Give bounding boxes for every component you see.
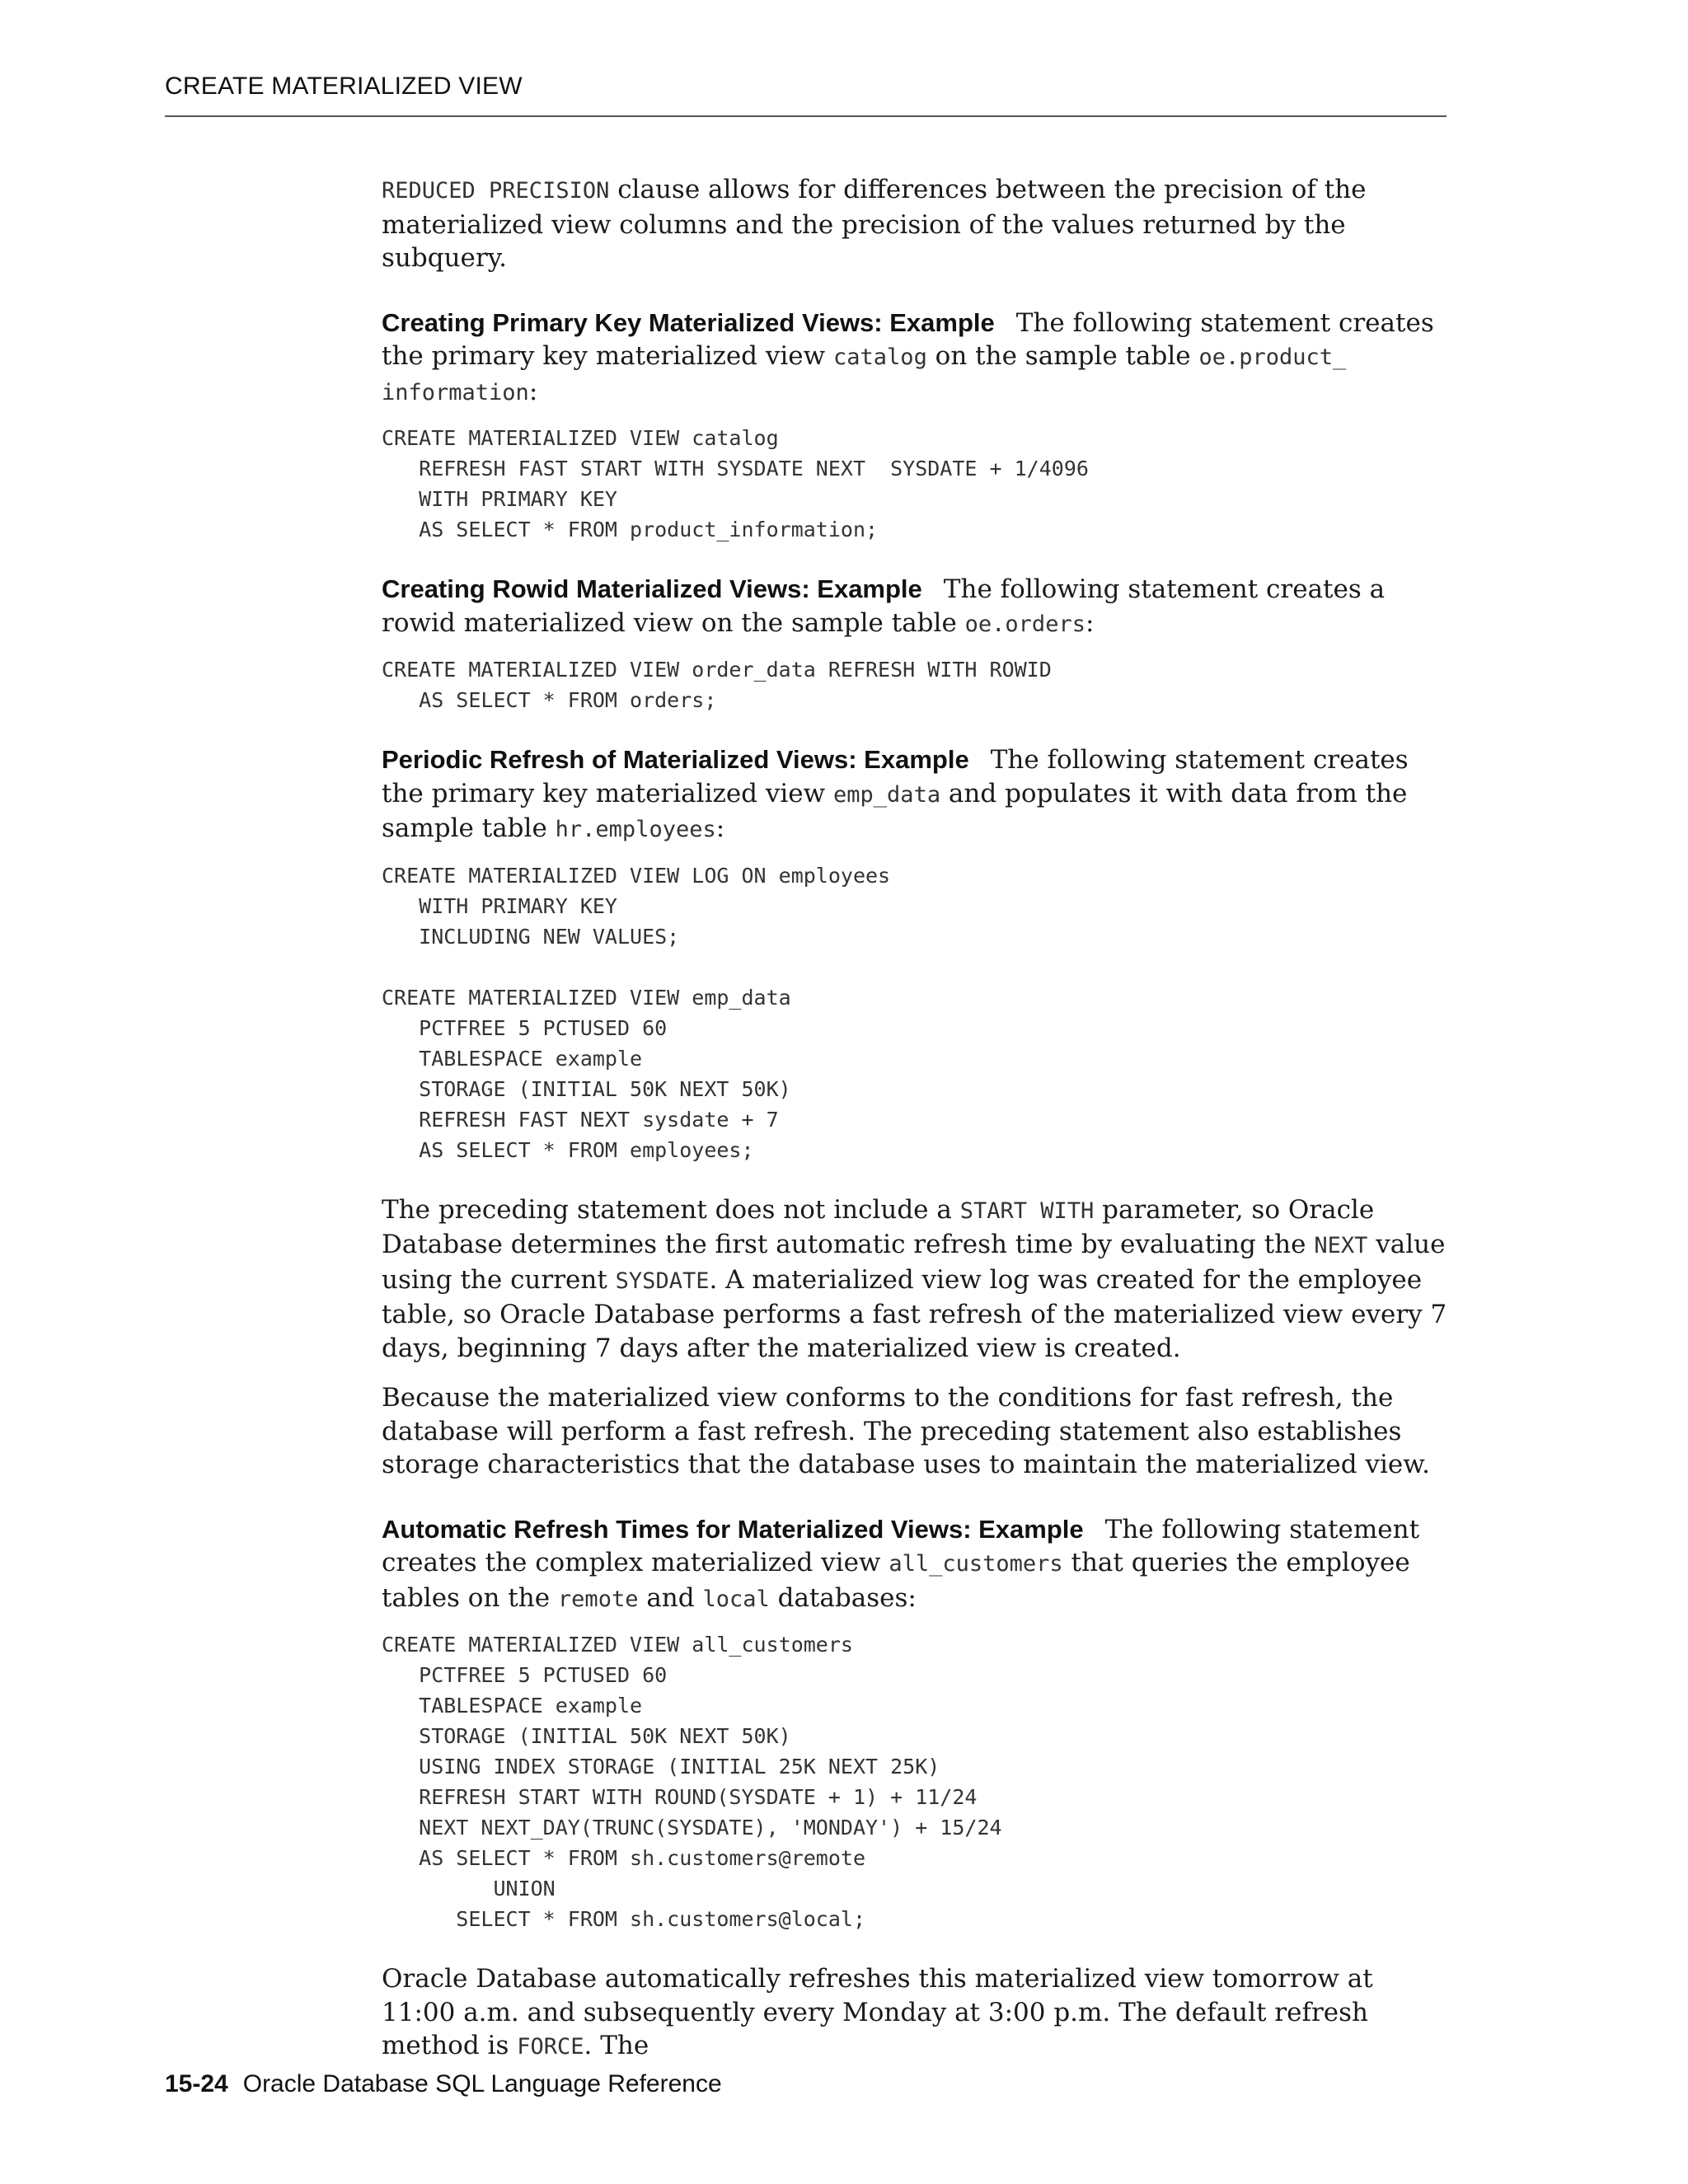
inline-code: all_customers [889, 1551, 1063, 1577]
paragraph-text: and populates it with data from the sample table [382, 778, 1408, 843]
paragraph-text: that queries the employee tables on the [382, 1548, 1410, 1613]
book-title: Oracle Database SQL Language Reference [242, 2070, 722, 2097]
page-body [382, 173, 1453, 2064]
inline-code: NEXT [1314, 1233, 1368, 1258]
fast-refresh-paragraph: Because the materialized view conforms to the conditions for fast refresh, the database will perform a fast refresh. The preceding statement also establishes storage characteristics that the database uses to maintain the materialized view. [382, 1383, 1430, 1479]
paragraph-text: The following statement creates the complex materialized view [382, 1514, 1420, 1577]
periodic-explanation-paragraph [382, 1193, 1453, 1366]
example-heading: Periodic Refresh of Materialized Views: Example [382, 745, 969, 774]
paragraph-text: The preceding statement does not include a [382, 1194, 960, 1225]
paragraph-text: and [638, 1582, 703, 1613]
example-primary-key-intro [382, 307, 1453, 410]
paragraph-text: : [528, 376, 538, 406]
automatic-explanation-paragraph [382, 1962, 1453, 2064]
intro-paragraph [382, 173, 1453, 275]
inline-code: local [702, 1586, 770, 1612]
example-automatic-intro [382, 1513, 1453, 1617]
paragraph-text: The following statement creates the primary key materialized view [382, 745, 1409, 808]
paragraph-text: on the sample table [926, 341, 1199, 371]
example-heading: Creating Rowid Materialized Views: Example [382, 574, 922, 603]
code-block-rowid: CREATE MATERIALIZED VIEW order_data REFRESH WITH ROWID AS SELECT * FROM orders; [382, 658, 1052, 712]
paragraph-text: The following statement creates a rowid materialized view on the sample table [382, 574, 1386, 638]
paragraph-text: The following statement creates the primary key materialized view [382, 307, 1434, 371]
inline-code: oe.orders [964, 611, 1085, 637]
code-block-periodic: CREATE MATERIALIZED VIEW LOG ON employees WITH PRIMARY KEY INCLUDING NEW VALUES; CREATE MATERIALIZED VIEW emp_data PCTFREE 5 PCTUSED 60 TABLESPACE example STORAGE (INITIAL 50K NEXT 50K) REFRESH FAST NEXT sysdate + 7 AS SELECT * FROM employees; [382, 863, 891, 1162]
inline-code: remote [557, 1586, 639, 1612]
example-heading: Creating Primary Key Materialized Views: Example [382, 307, 995, 337]
paragraph-text: clause allows for differences between the precision of the materialized view columns and the precision of the values returned by the subquery. [382, 175, 1367, 273]
inline-code: FORCE [517, 2034, 584, 2060]
paragraph-text: . The [584, 2031, 649, 2060]
inline-code: oe.product_ information [382, 344, 1347, 405]
inline-code: REDUCED PRECISION [382, 178, 610, 204]
inline-code: emp_data [833, 781, 941, 808]
paragraph-text: : [715, 813, 725, 843]
example-rowid-intro [382, 573, 1453, 641]
paragraph-text: databases: [769, 1582, 917, 1613]
inline-code: START WITH [959, 1197, 1095, 1224]
inline-code: hr.employees [555, 817, 716, 842]
inline-code: SYSDATE [615, 1268, 710, 1294]
example-heading: Automatic Refresh Times for Materialized Views: Example [382, 1514, 1084, 1544]
paragraph-text: Oracle Database automatically refreshes this materialized view tomorrow at 11:00 a.m. and subsequently every Monday at 3:00 p.m. The default refresh method is [382, 1964, 1373, 2060]
header-divider [165, 115, 1447, 117]
paragraph-text: . A materialized view log was created for the employee table, so Oracle Database performs a fast refresh of the materialized view every 7 days, beginning 7 days after the materialized view is created. [382, 1264, 1447, 1363]
code-block-automatic: CREATE MATERIALIZED VIEW all_customers PCTFREE 5 PCTUSED 60 TABLESPACE example STORAGE (INITIAL 50K NEXT 50K) USING INDEX STORAGE (INITIAL 25K NEXT 25K) REFRESH START WITH ROUND(SYSDATE + 1) + 11/24 NEXT NEXT_DAY(TRUNC(SYSDATE), 'MONDAY') + 15/24 AS SELECT * FROM sh.customers@remote UNION SELECT * FROM sh.customers@local; [382, 1633, 1002, 1931]
inline-code: catalog [833, 344, 927, 370]
running-head-title: CREATE MATERIALIZED VIEW [165, 73, 523, 100]
page-number: 15-24 [165, 2070, 228, 2097]
paragraph-text: : [1085, 607, 1095, 638]
code-block-primary-key: CREATE MATERIALIZED VIEW catalog REFRESH FAST START WITH SYSDATE NEXT SYSDATE + 1/4096 WITH PRIMARY KEY AS SELECT * FROM product_information; [382, 426, 1089, 541]
paragraph-text: value using the current [382, 1230, 1446, 1295]
page-footer [165, 2070, 722, 2098]
example-periodic-intro [382, 743, 1453, 847]
paragraph-text: parameter, so Oracle Database determines the first automatic refresh time by evaluating the [382, 1194, 1375, 1259]
